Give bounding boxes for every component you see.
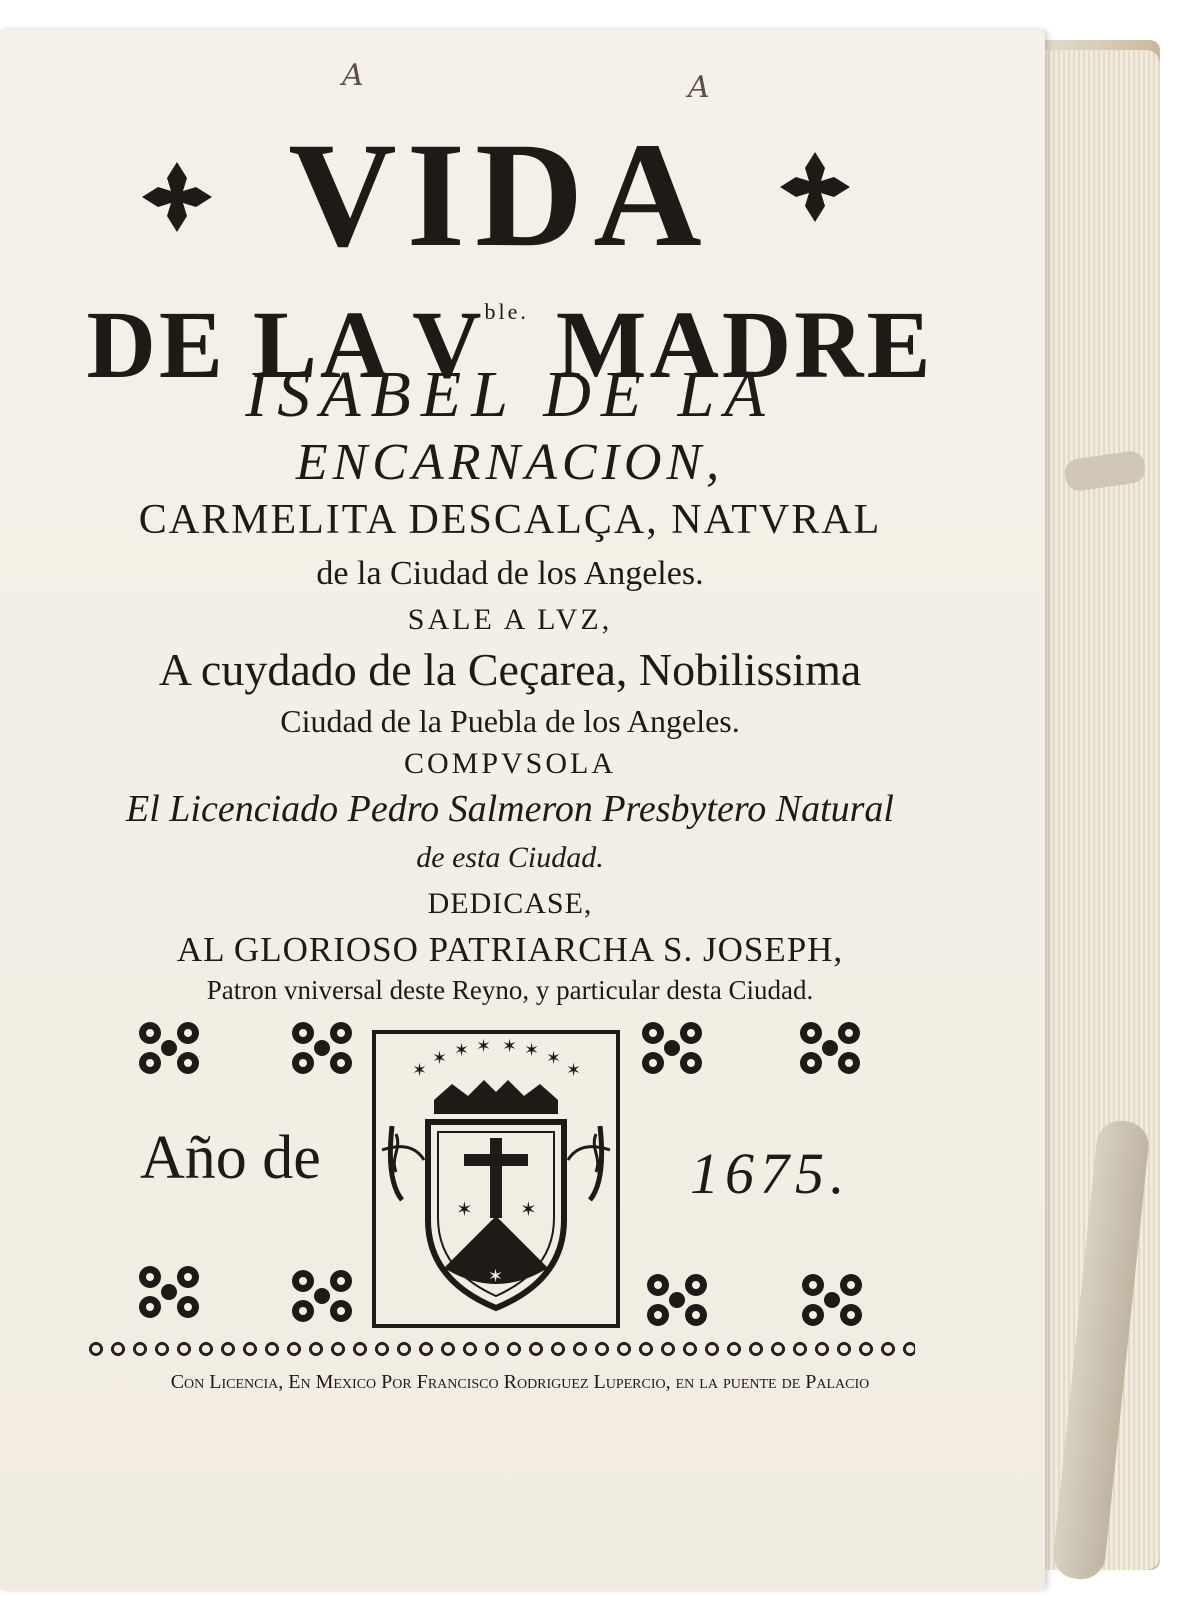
title-line-8: A cuydado de la Ceçarea, Nobilissima [158,644,862,695]
carmelite-shield-woodcut [372,1030,620,1328]
title-line-3: ISABEL DE LA [245,358,775,431]
title-line-5: CARMELITA DESCALÇA, NATVRAL [138,497,882,543]
svg-text:✶: ✶ [456,1197,473,1221]
fleuron-icon [132,1262,206,1322]
fleuron-icon [795,1270,869,1330]
svg-text:✶: ✶ [546,1048,562,1069]
svg-text:✶: ✶ [566,1060,582,1081]
fleuron-icon [132,1018,206,1078]
title-line-10: COMPVSOLA [403,747,617,780]
title-line-13: DEDICASE, [427,887,593,920]
fleuron-icon [285,1018,359,1078]
title-line-2-end: MADRE [555,291,934,398]
title-line-15: Patron vniversal deste Reyno, y particular desta Ciudad. [206,975,814,1005]
title-line-4: ENCARNACION, [295,434,725,491]
fleuron-icon [285,1266,359,1326]
fleuron-icon [640,1270,714,1330]
svg-text:✶: ✶ [476,1036,492,1057]
svg-text:✶: ✶ [488,1266,504,1287]
pencil-mark-left: A [342,58,364,93]
title-line-9: Ciudad de la Puebla de los Angeles. [280,703,740,739]
svg-text:✶: ✶ [412,1060,428,1081]
ornamental-border [85,1338,915,1360]
svg-text:✶: ✶ [432,1048,448,1069]
svg-text:✶: ✶ [524,1040,540,1061]
svg-text:✶: ✶ [454,1040,470,1061]
title-line-7: SALE A LVZ, [407,603,613,636]
title-line-6: de la Ciudad de los Angeles. [316,555,704,592]
title-line-12: de esta Ciudad. [416,841,604,874]
fleuron-icon [635,1018,709,1078]
title-vida: VIDA [288,112,712,278]
svg-text:✶: ✶ [520,1197,537,1221]
pencil-mark-right: A [688,70,710,105]
svg-text:✶: ✶ [502,1036,518,1057]
date-year: 1675. [690,1141,851,1206]
title-line-2-main: DE LA V [86,291,485,398]
fleuron-icon [793,1018,867,1078]
cross-pattee-icon [140,160,214,234]
title-line-11: El Licenciado Pedro Salmeron Presbytero Natural [126,788,894,830]
title-line-2-sup: ble. [484,299,529,324]
date-label: Año de [140,1124,321,1192]
cross-pattee-icon [778,150,852,224]
imprint-line: Con Licencia, En Mexico Por Francisco Rodriguez Lupercio, en la puente de Palacio [170,1371,870,1393]
title-line-14: AL GLORIOSO PATRIARCHA S. JOSEPH, [176,930,844,969]
